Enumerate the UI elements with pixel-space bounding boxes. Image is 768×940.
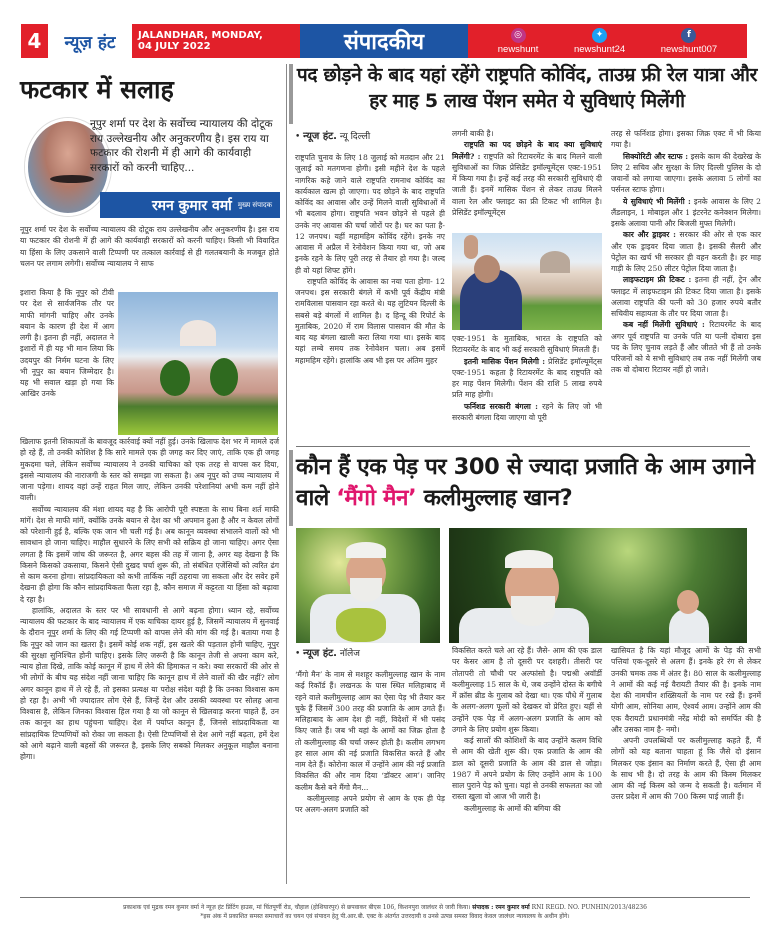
intro-text: नूपुर शर्मा पर देश के सर्वोच्च न्यायालय की दोटूक राय उल्लेखनीय और अनुकरणीय है। इस राय या फटकार की रोशनी में ही आगे की कार्यवाही सरकारों को करनी चाहिए... <box>90 118 273 174</box>
story-text: राष्ट्रपति को रिटायरमेंट के बाद मिलने वाली सुविधाओं का जिक्र प्रेसिडेंट इमॉल्यूमेंट्स एक्ट-1951 में किया गया है। इन्हें कई तरह की सरकारी सुविधाएं दी जाती हैं। इनमें मासिक पेंशन से लेकर ताउम्र मिलने वाला रेल और फ्लाइट का फ्री टिकट भी शामिल है। प्रेसिडेंट इमॉल्यूमेंट्स <box>452 151 603 217</box>
story-divider <box>296 446 750 447</box>
editorial-paragraph: नूपुर शर्मा पर देश के सर्वोच्च न्यायालय की दोटूक राय उल्लेखनीय और अनुकरणीय है। इस राय या फटकार की रोशनी में ही आगे की कार्यवाही सरकारों को करनी चाहिए। किसी भी विवादित या हिंसा के लिए उकसाने वाली टिप्पणी पर तत्काल कार्रवाई से ही गलतबयानी के मजबूत होते चलन पर लगाम लगेगी। सर्वोच्च न्यायालय ने साफ <box>20 225 279 268</box>
column-divider <box>289 450 293 526</box>
story-paragraph: लगनी बाकी है। <box>452 129 494 138</box>
byline-place: न्यू दिल्ली <box>339 132 371 142</box>
subhead: सिक्योरिटी और स्टाफ : <box>623 151 689 161</box>
kovind-column-3 <box>611 128 761 376</box>
editorial-paragraph: हालांकि, अदालत के स्तर पर भी सावधानी से आगे बढ़ना होगा। ध्यान रहे, सर्वोच्च न्यायालय की फटकार के बाद न्यायालय में एक याचिका दायर हुई है, जिसमें न्यायालय में सुनवाई के दौरान नूपुर शर्मा के लिए की गई टिप्पणी को वापस लेने की मांग की गई है। बताया गया है कि नूपुर को जान का खतरा है। इसमें कोई शक नहीं, इस खतरे की पड़ताल होनी चाहिए, नूपुर की सुरक्षा सुनिश्चित होनी चाहिए। इसके लिए जरूरी है कि कानून तेजी से अपना काम करे, न्याय होता दिखे, ताकि कोई कानून में हाथ में लेने की हिमाकत न करे। क्या सरकारों की ओर से भी लोगों के बीच यह संदेश नहीं जाना चाहिए कि कानून हाथ में लेने वालों की खैर नहीं? लोग अगर कानून हाथ में ले रहे हैं, तो इसका प्रत्यक्ष या परोक्ष संदेश यही है कि उनका विश्वास कम हो रहा है। अभी भी ज्यादातर लोग ऐसे हैं, जिन्हें देश और उसकी व्यवस्था पर सोलह आना विश्वास है, लेकिन जिनका विश्वास हिल गया है या जो कानून से खिलवाड़ करना चाहते हैं, उन तक कानून का हाथ पहुंचना चाहिए। देश में पर्याप्त कानून हैं, जिनसे सांप्रदायिकता या सांप्रदायिक टिप्पणियों को रोका जा सकता है। ऐसी टिप्पणियों से देश आगे नहीं बढ़ता, हमें देश को आगे बढ़ाने वाली बहसों की जरूरत है, इसके लिए सबको मिलकर अनुकूल माहौल बनाना होगा। <box>20 605 279 761</box>
story-paragraph: खासियत है कि यहां मौजूद आमों के पेड़ की सभी पत्तियां एक-दूसरे से अलग हैं। इनके हरे रंग से लेकर उनकी चमक तक में अंतर है। 80 साल के कलीमुल्लाह ने आमों की कई नई वैरायटी तैयार की है। इनके नाम देश की नामचीन शख्सियतों के नाम पर रखे हैं। इनमें योगी आम, सोनिया आम, ऐश्वर्य आम। उन्होंने आम की एक वैरायटी प्रधानमंत्री नरेंद्र मोदी को समर्पित की है और उसका नाम है- नमो। <box>611 646 761 734</box>
story-paragraph: राष्ट्रपति चुनाव के लिए 18 जुलाई को मतदान और 21 जुलाई को मतगणना होगी। इसी महीने देश के पहले नागरिक कहे जाने वाले राष्ट्रपति रामनाथ कोविंद का कार्यकाल खत्म हो जाएगा। पद छोड़ने के बाद राष्ट्रपति कोविंद का आवास और उन्हें मिलने वाली सुविधाओं में भी बदलाव होगा। राष्ट्रपति भवन छोड़ने से पहले ही उनके नए आवास की चर्चा जोरों पर है। घर का पता है- 12 जनपथ। यहीं महामहिम कोविंद रहेंगे। इनके नए आवास में अप्रैल में रेनोवेशन किया गया था, जो अब इनके रहने के लिए पूरी तरह से तैयार हो गया है। जल्द ही वो यहां शिफ्ट होंगे। <box>295 153 445 275</box>
mango-column-2 <box>452 645 602 814</box>
social-links <box>468 24 747 58</box>
story-text: इसके काम की देखरेख के लिए 2 सचिव और सुरक्षा के लिए दिल्ली पुलिस के दो जवानों को लगाया जाएगा। इसके अलावा 5 लोगों का पर्सनल स्टाफ होगा। <box>611 151 761 195</box>
subhead: फर्निशड सरकारी बंगला : <box>464 401 538 411</box>
dateline-date: 04 JULY 2022 <box>138 41 211 52</box>
imprint-text: प्रकाशक एवं मुद्रक रमन कुमार वर्मा ने न्यूज़ हंट प्रिंटिंग हाउस, मां चिंतपूर्णी रोड, चौहाल (होशियारपुर) से छपवाकर बीएस 106, किशनपुरा जालंधर से जारी किया। <box>123 904 471 911</box>
editorial-paragraph: खिलाफ इतनी शिकायतों के बावजूद कार्रवाई क्यों नहीं हुई। उनके खिलाफ देश भर में मामले दर्ज हो रहे हैं, तो उनकी कोशिश है कि सारे मामले एक ही जगह कर दिए जाएं, ताकि एक ही जगह मुकदमा चले, लेकिन सर्वोच्च न्यायालय ने उनकी याचिका को एक तरह से वापस कर दिया, इससे न्यायालय की नाराजगी के स्तर को समझा जा सकता है। अब नूपुर को उच्च न्यायालय में जाना पड़ेगा। शायद वहां उन्हें राहत मिल जाए, लेकिन उनकी परेशानियां अभी कम नहीं होने वाली। <box>20 437 279 503</box>
subhead: कब नहीं मिलेंगी सुविधाएं : <box>623 320 705 330</box>
social-instagram[interactable] <box>498 28 539 55</box>
editorial-paragraph: सर्वोच्च न्यायालय की मंशा शायद यह है कि आरोपी पूरी स्पष्टता के साथ बिना शर्त माफी मांगें। देश से माफी मांगें, क्योंकि उनके बयान से देश का भी अपमान हुआ है और न केवल लोगों को परेशानी हुई है, बल्कि एक जान भी चली गई है। अब कानून व्यवस्था संभालने वालों को भी सावधान हो जाना चाहिए। माहौल सुधारने के लिए सभी को सक्रिय हो जाना चाहिए। अगर ऐसा लगता है कि इसमें जांच की जरूरत है, अगर बहस की तह में जाना है, अगर यह देखना है कि किसने किसको उकसाया, किसने ऐसी दुखद चर्चा शुरू की, तो संबंधित एजेंसियों को त्वरित ढंग से काम करना होगा। सांप्रदायिकता को कभी तार्किक नहीं ठहराया जा सकता और देर सवेर हमें देखना ही होगा कि कौन सांप्रदायिकता फैला रहा है, कौन समाज में कट्टरता या हिंसा को बढ़ावा दे रहा है। <box>20 504 279 604</box>
story-paragraph: राष्ट्रपति कोविंद के आवास का नया पता होगा- 12 जनपथ। इस सरकारी बंगले में कभी पूर्व केंद्रीय मंत्री रामविलास पासवान रहा करते थे। यह लुटियन दिल्ली के सबसे बड़े बंगलों में शामिल है। द हिन्दू की रिपोर्ट के मुताबिक, 2020 में राम विलास पासवान की मौत के बाद यह बंगला खाली करा लिया गया था। इसके बाद यहां लम्बे समय तक रेनोवेशन चला। अब इसमें महामहिम रहेंगे। हालांकि अब भी इस पर अंतिम मुहर <box>295 276 445 365</box>
facebook-icon: f <box>681 28 696 43</box>
section-title: संपादकीय <box>300 24 468 58</box>
imprint-line-2: *इस अंक में प्रकाशित समस्त समाचारों का चयन एवं संपादन हेतु पी.आर.बी. एक्ट के अंतर्गत उत्तरदायी व उनसे उत्पन्न समस्त विवाद केवल जालंधर न्यायालय के अधीन होंगे। <box>200 913 570 920</box>
headline-text: कलीमुल्लाह खान? <box>423 485 573 511</box>
mango-man-photo-2 <box>449 528 747 643</box>
story-paragraph: तरह से फर्निशड होगा। इसका जिक्र एक्ट में भी किया गया है। <box>611 129 761 150</box>
editorial-body <box>20 436 279 762</box>
mango-column-3 <box>611 645 761 803</box>
dateline-day: JALANDHAR, MONDAY, <box>138 30 263 41</box>
kovind-photo <box>452 233 602 330</box>
imprint-footer <box>20 903 750 921</box>
editorial-title: फटकार में सलाह <box>20 75 174 104</box>
instagram-icon: ◎ <box>511 28 526 43</box>
kovind-headline: पद छोड़ने के बाद यहां रहेंगे राष्ट्रपति कोविंद, ताउम्र फ्री रेल यात्रा और हर माह 5 लाख पेंशन समेत ये सुविधाएं मिलेंगी <box>296 64 758 112</box>
story-paragraph: कलीमुल्लाह के आमों की बगिया की <box>464 803 561 813</box>
social-handle: newshunt007 <box>660 43 718 55</box>
imprint-line-1 <box>20 903 750 912</box>
editorial-paragraph: इशारा किया है कि नूपुर को टीवी पर देश से सार्वजनिक तौर पर माफी मांगनी चाहिए और उनके बयान के कारण ही देश में आग लगी है। इतना ही नहीं, अदालत ने इशारों में ही यह भी मान लिया कि उदयपुर की निर्मम घटना के लिए भी नूपुर का बयान जिम्मेदार है। यह भी सवाल खड़ा हो गया कि आखिर उनके <box>20 288 114 399</box>
story-paragraph: ‘मैंगो मैन’ के नाम से मशहूर कलीमुल्लाह खान के नाम कई रिकॉर्ड हैं। लखनऊ के पास स्थित मलिहाबाद में रहने वाले कलीमुल्लाह आम का ऐसा पेड़ भी तैयार कर चुके हैं जिसमें 300 तरह की प्रजाति के आम उगते हैं। मलिहाबाद के आम देश ही नहीं, विदेशों में भी पसंद किए जाते हैं। जब भी यहां के आमों का जिक्र होता है तो कलीमुल्लाह की चर्चा जरूर होती है। कलीम लगभग हर साल आम की नई प्रजाति विकसित करते हैं और नाम देते हैं। कोरोना काल में उन्होंने आम की नई प्रजाति विकसित की और नाम दिया ‘डॉक्टर आम’। जानिए कलीम कैसे बने मैंगो मैन... <box>295 670 445 792</box>
byline-brand: न्यूज हंट. <box>303 648 337 659</box>
registration-number: RNI REGD. NO. PUNHIN/2013/48236 <box>531 904 647 911</box>
byline-brand: न्यूज हंट. <box>303 131 337 142</box>
story-text: इतना ही नहीं, ट्रेन और फ्लाइट में लाइफटाइम फ्री टिकट दिया जाता है। इसके अलावा राष्ट्रपति की पत्नी को 30 हजार रुपये बतौर सचिवीय सहायता के तौर पर दिया जाता है। <box>611 275 761 318</box>
twitter-icon: ✦ <box>592 28 607 43</box>
subhead: लाइफटाइम फ्री टिकट : <box>623 275 692 285</box>
editorial-intro <box>90 117 280 175</box>
story-paragraph: एक्ट-1951 के मुताबिक, भारत के राष्ट्रपति को रिटायरमेंट के बाद भी कई सरकारी सुविधाएं मिलती हैं। <box>452 334 602 355</box>
kovind-column-1 <box>295 128 445 366</box>
story-paragraph: अपनी उपलब्धियों पर कलीमुल्लाह कहते हैं, मैं लोगों को यह बताना चाहता हूं कि जैसे दो इंसान मिलकर एक इंसान का निर्माण करते हैं, ऐसा ही आम के साथ भी है। दो तरह के आम की किस्म मिलकर आम की नई किस्म को जन्म दे सकती है। वर्तमान में उत्तर प्रदेश में आम की 700 किस्म पाई जाती हैं। <box>611 736 761 802</box>
mango-headline <box>296 452 758 514</box>
footer-divider <box>20 897 750 898</box>
social-handle: newshunt <box>497 43 539 55</box>
headline-text: कौन हैं एक पेड़ पर 300 से ज्यादा प्रजाति के आम उगाने वाले <box>296 454 755 511</box>
story-text: रहने के लिए जो भी सरकारी बंगला दिया जाएगा वो पूरी <box>452 401 602 422</box>
page-number: 4 <box>21 24 48 58</box>
mango-column-1 <box>295 645 445 815</box>
author-role: मुख्य संपादक <box>237 200 272 209</box>
editor-label: संपादक : रमन कुमार वर्मा <box>472 904 530 911</box>
social-facebook[interactable] <box>661 28 718 55</box>
story-paragraph: कई सालों की कोशिशों के बाद उन्होंने कलम विधि से आम की खेती शुरू की। एक प्रजाति के आम की डाल को दूसरी प्रजाति के आम की डाल से जोड़ा। 1987 में अपने प्रयोग के लिए उन्होंने आम के 100 साल पुराने पेड़ को चुना। यहां से उनकी सफलता का जो रास्ता खुला वो आज भी जारी है। <box>452 736 602 802</box>
author-name: रमन कुमार वर्मा <box>151 197 232 214</box>
kovind-column-2-continued <box>452 333 602 423</box>
byline-place: नॉलेज <box>339 649 360 659</box>
column-divider <box>286 64 287 884</box>
brand-logo: न्यूज़ हंट <box>48 24 132 58</box>
headline-highlight: ‘मैंगो मैन’ <box>336 485 417 511</box>
story-text: रिटायरमेंट के बाद अगर पूर्व राष्ट्रपति या उनके पति या पत्नी दोबारा इस पद के लिए चुनाव लड़ते हैं और जीतते भी हैं तो उनके परिजनों को ये सभी सुविधाएं तब तक नहीं मिलेंगी जब तक वो दोबारा रिटायर नहीं हो जाते। <box>611 320 761 375</box>
column-divider <box>289 64 293 124</box>
story-text: इनके आवास के लिए 2 लैंडलाइन, 1 मोबाइल और 1 इंटरनेट कनेक्शन मिलेगा। इसके अलावा पानी और बिजली मुफ्त मिलेगी। <box>611 196 761 228</box>
story-paragraph: विकसित करते चले आ रहे हैं। जैसे- आम की एक डाल पर केसर आम है तो दूसरी पर दशहरी। तीसरी पर तोतापरी तो चौथी पर अल्फांसो है। पद्मश्री अवॉर्डी कलीमुल्लाह 15 साल के थे, जब उन्होंने दोस्त के बगीचे में क्रॉस ब्रीड के गुलाब को देखा था। एक पौधे में गुलाब के अलग-अलग फूलों को देखकर वो प्रेरित हुए। यहीं से उन्होंने एक पेड़ में अलग-अलग प्रजाति के आम को उगाने के लिए प्रयोग शुरू किया। <box>452 646 602 734</box>
story-text: प्रेसिडेंट इमॉल्यूमेंट्स एक्ट-1951 कहता है रिटायरमेंट के बाद राष्ट्रपति को हर माह पेंशन मिलेगी। पेंशन की राशि 5 लाख रुपये प्रति माह होगी। <box>452 356 602 400</box>
subhead: इतनी मासिक पेंशन मिलेगी : <box>464 356 546 366</box>
story-paragraph: कलीमुल्लाह अपने प्रयोग से आम के एक ही पेड़ पर अलग-अलग प्रजाति को <box>295 793 445 814</box>
kovind-column-2 <box>452 128 602 218</box>
subhead: कार और ड्राइवर : <box>623 230 676 240</box>
social-handle: newshunt24 <box>573 43 626 55</box>
subhead: राष्ट्रपति का पद छोड़ने के बाद क्या सुविधाएं मिलेंगी? : <box>452 140 602 161</box>
author-bar <box>100 192 280 218</box>
mango-man-photo-1 <box>296 528 440 643</box>
supreme-court-image <box>118 292 278 435</box>
story-text: सरकार की ओर से एक कार और एक ड्राइवर दिया जाता है। इसकी सैलरी और पेट्रोल का खर्च भी सरकार ही वहन करती है। हर माह गाड़ी के लिए 250 लीटर पेट्रोल दिया जाता है। <box>611 230 761 273</box>
social-twitter[interactable] <box>574 28 625 55</box>
subhead: ये सुविधाएं भी मिलेंगी : <box>623 196 691 206</box>
byline: • न्यूज हंट. नॉलेज <box>295 648 360 659</box>
byline: • न्यूज हंट. न्यू दिल्ली <box>295 131 371 142</box>
